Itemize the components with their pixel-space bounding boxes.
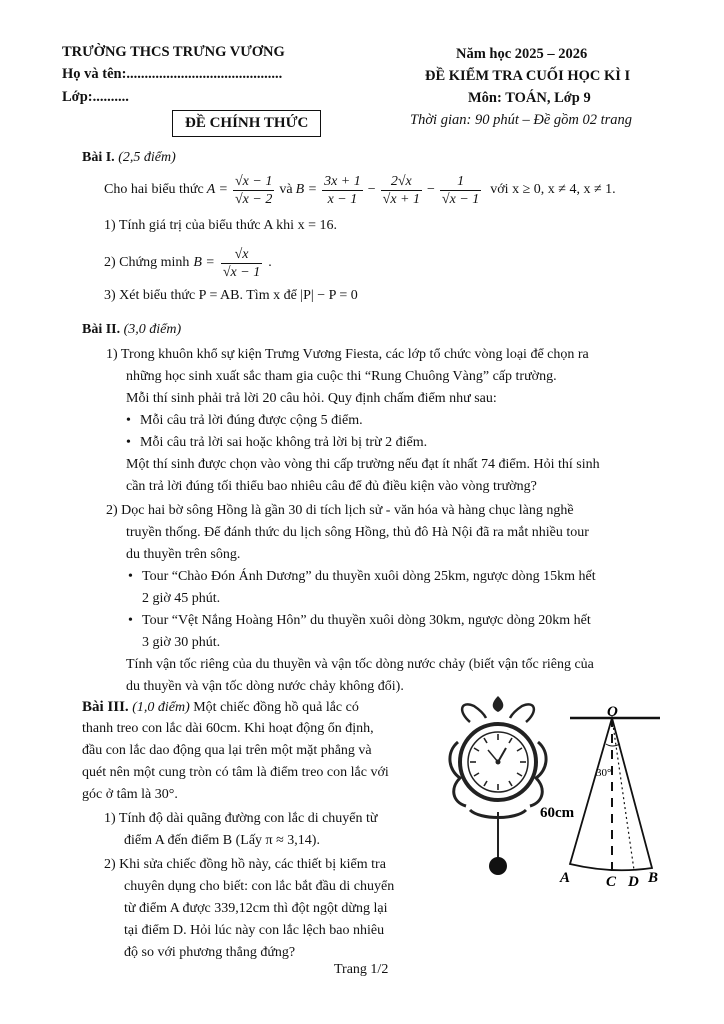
- bai1-title: Bài I.: [82, 150, 115, 165]
- q2-fraction: [221, 246, 262, 281]
- q2-period: .: [268, 255, 272, 270]
- bai3-line5: góc ở tâm là 30°.: [82, 787, 178, 802]
- bai2-p2-line3: du thuyền trên sông.: [126, 547, 241, 562]
- bai3-score: (1,0 điểm): [132, 700, 190, 715]
- B2-denominator: √x + 1: [382, 191, 421, 207]
- label-A: A: [560, 870, 571, 886]
- exam-subject: Môn: TOÁN, Lớp 9: [468, 90, 591, 106]
- bai1-heading: [82, 150, 176, 166]
- q2-numerator: √x: [221, 246, 262, 264]
- bai3-q2-line2: chuyên dụng cho biết: con lắc bắt đầu di chuyển: [124, 879, 395, 894]
- bai3-q1-line1: 1) Tính độ dài quãng đường con lắc di chuyển từ: [104, 811, 378, 826]
- bai1-expressions: [104, 170, 616, 210]
- A-numerator: √x − 1: [235, 173, 273, 189]
- label-B: B: [648, 870, 659, 886]
- bai1-question-3: 3) Xét biểu thức P = AB. Tìm x để |P| − P = 0: [104, 288, 358, 303]
- pendulum-diagram: [540, 696, 700, 896]
- bai1-intro: Cho hai biểu thức: [104, 182, 204, 197]
- label-length: 60cm: [540, 805, 575, 821]
- q2-prompt: 2) Chứng minh: [104, 255, 190, 270]
- A-denominator: √x − 2: [235, 191, 273, 207]
- pendulum-clock-image: [440, 692, 556, 880]
- A-fraction: [233, 173, 274, 208]
- clock-scroll-right: [510, 704, 534, 722]
- bai2-p2-bullet2-line2: 3 giờ 30 phút.: [142, 635, 221, 650]
- minus-sign-2: −: [427, 182, 435, 197]
- B-fraction-1: [322, 173, 363, 208]
- bai2-p2-bullet1-line2: 2 giờ 45 phút.: [142, 591, 221, 606]
- bai1-question-1: 1) Tính giá trị của biểu thức A khi x = 16.: [104, 218, 337, 233]
- clock-crest: [493, 696, 504, 712]
- label-C: C: [606, 874, 617, 890]
- official-badge: ĐỀ CHÍNH THỨC: [172, 110, 321, 137]
- school-year: Năm học 2025 – 2026: [456, 46, 588, 62]
- student-name-field: Họ và tên:...........................................: [62, 66, 283, 82]
- label-angle: 30°: [596, 767, 612, 779]
- B1-denominator: x − 1: [327, 191, 358, 207]
- bai2-p1-line4: Một thí sinh được chọn vào vòng thi cấp trường nếu đạt ít nhất 74 điểm. Hỏi thí sinh: [126, 457, 600, 472]
- and-word: và: [279, 182, 293, 197]
- bai3-q1-line2: điểm A đến điểm B (Lấy π ≈ 3,14).: [124, 833, 320, 848]
- bai2-p1-bullet2: • Mỗi câu trả lời sai hoặc không trả lời bị trừ 2 điểm.: [140, 432, 427, 454]
- A-equals: A =: [206, 182, 228, 197]
- B3-numerator: 1: [440, 173, 481, 191]
- class-field: Lớp:..........: [62, 89, 129, 105]
- B1-numerator: 3x + 1: [324, 173, 361, 189]
- q2-B-equals: B =: [193, 255, 215, 270]
- bai2-p2-line4: Tính vận tốc riêng của du thuyền và vận tốc dòng nước chảy (biết vận tốc riêng của: [126, 657, 594, 672]
- bai3-line3: đầu con lắc dao động qua lại trên một mặt phẳng và: [82, 743, 372, 758]
- bai3-line4: quét nên một cung tròn có tâm là điểm treo con lắc với: [82, 765, 389, 780]
- bai3-q2-line3: từ điểm A được 339,12cm thì đột ngột dừng lại: [124, 901, 388, 916]
- bai3-q2-line5: độ so với phương thẳng đứng?: [124, 945, 296, 960]
- angle-arc: [606, 744, 620, 746]
- label-O: O: [607, 704, 618, 720]
- bai2-p1-bullet1: • Mỗi câu trả lời đúng được cộng 5 điểm.: [140, 410, 363, 432]
- bai2-p2-line5: du thuyền và vận tốc dòng nước chảy không đổi).: [126, 679, 404, 694]
- bai3-line1: [82, 696, 359, 719]
- minus-sign-1: −: [367, 182, 376, 197]
- clock-center-pin: [496, 760, 501, 765]
- bai2-p2-line1: 2) Dọc hai bờ sông Hồng là gần 30 di tích lịch sử - văn hóa và hàng chục làng nghề: [106, 503, 574, 518]
- bai3-text-l1: Một chiếc đồng hồ quả lắc có: [193, 700, 359, 715]
- B-fraction-3: [440, 173, 481, 208]
- bai1-question-2: [104, 243, 272, 283]
- B-equals: B =: [295, 182, 318, 197]
- B2-numerator: 2√x: [381, 173, 422, 191]
- bai3-q2-line1: 2) Khi sửa chiếc đồng hồ này, các thiết bị kiểm tra: [104, 857, 386, 872]
- bai2-p1-line5: cần trả lời đúng tối thiểu bao nhiêu câu để đủ điều kiện vào vòng trường?: [126, 479, 537, 494]
- line-OD: [612, 718, 634, 870]
- bai2-p2-bullet2-line1: • Tour “Vệt Nắng Hoàng Hôn” du thuyền xuôi dòng 30km, ngược dòng 20km hết: [142, 610, 591, 632]
- bai2-heading: [82, 322, 181, 338]
- label-D: D: [628, 874, 639, 890]
- bai3-title: Bài III.: [82, 699, 129, 715]
- bai3-q2-line4: tại điểm D. Hỏi lúc này con lắc lệch bao nhiêu: [124, 923, 385, 938]
- bai2-title: Bài II.: [82, 322, 121, 337]
- school-name: TRƯỜNG THCS TRƯNG VƯƠNG: [62, 44, 285, 60]
- page-number: Trang 1/2: [334, 962, 389, 977]
- B-fraction-2: [381, 173, 422, 208]
- exam-time: Thời gian: 90 phút – Đề gồm 02 trang: [410, 112, 633, 128]
- clock-scroll-left: [462, 704, 486, 722]
- B3-denominator: √x − 1: [441, 191, 480, 207]
- bai2-p2-bullet1-line1: • Tour “Chào Đón Ánh Dương” du thuyền xuôi dòng 25km, ngược dòng 15km hết: [142, 566, 596, 588]
- bai2-p2-line2: truyền thống. Để đánh thức du lịch sông Hồng, thủ đô Hà Nội đã ra mắt nhiều tour: [126, 525, 589, 540]
- clock-pendulum-bob: [489, 857, 507, 875]
- bai2-p1-line1: 1) Trong khuôn khổ sự kiện Trưng Vương Fiesta, các lớp tổ chức vòng loại để chọn ra: [106, 347, 589, 362]
- bai3-line2: thanh treo con lắc dài 60cm. Khi hoạt động ổn định,: [82, 721, 374, 736]
- q2-denominator: √x − 1: [222, 264, 261, 280]
- bai1-score: (2,5 điểm): [118, 150, 176, 165]
- bai2-p1-line3: Mỗi thí sinh phải trả lời 20 câu hỏi. Quy định chấm điểm như sau:: [126, 391, 497, 406]
- bai1-conditions: với x ≥ 0, x ≠ 4, x ≠ 1.: [490, 182, 616, 197]
- bai2-score: (3,0 điểm): [123, 322, 182, 337]
- bai2-p1-line2: những học sinh xuất sắc tham gia cuộc thi “Rung Chuông Vàng” cấp trường.: [126, 369, 557, 384]
- exam-title: ĐỀ KIỂM TRA CUỐI HỌC KÌ I: [425, 68, 631, 84]
